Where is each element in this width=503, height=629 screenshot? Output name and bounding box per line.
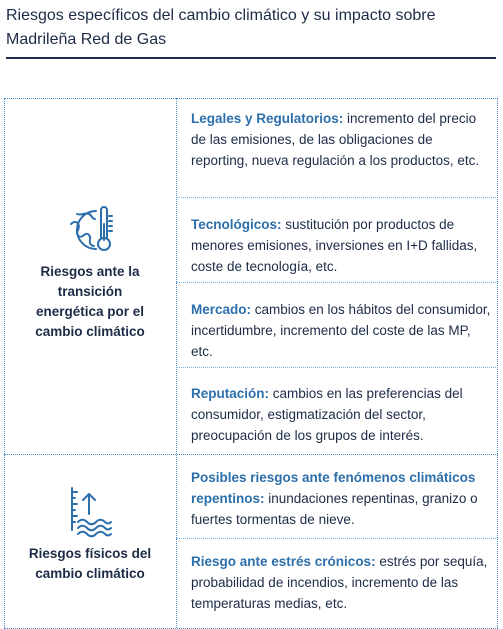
risk-text: cambios en los hábitos del consumidor, incertidumbre, incremento del coste de las MP, etc. [191, 302, 491, 359]
category-physical [4, 484, 176, 584]
group-divider [4, 454, 498, 455]
risk-table [4, 98, 498, 629]
risk-heading: Posibles riesgos ante fenómenos climáticos repentinos: [191, 470, 476, 506]
column-divider [176, 98, 177, 628]
risk-item-sudden-events [191, 467, 493, 530]
risk-heading: Legales y Regulatorios: [191, 111, 344, 126]
title-divider [6, 57, 496, 59]
category-label: Riesgos físicos del cambio climático [28, 546, 152, 581]
page-title: Riesgos específicos del cambio climático y su impacto sobre Madrileña Red de Gas [6, 7, 436, 48]
risk-item-reputation [191, 383, 493, 446]
risk-heading: Tecnológicos: [191, 217, 282, 232]
row-divider [176, 538, 498, 539]
risk-text: incremento del precio de las emisiones, de las obligaciones de reporting, nueva regulación a los productos, etc. [191, 111, 480, 168]
globe-thermometer-icon [64, 202, 116, 258]
category-label: Riesgos ante la transición energética por el cambio climático [35, 264, 145, 339]
risk-text: cambios en las preferencias del consumidor, estigmatización del sector, preocupación de los grupos de interés. [191, 386, 463, 443]
risk-item-technology [191, 214, 493, 277]
category-transition [4, 202, 176, 342]
risk-heading: Mercado: [191, 302, 252, 317]
risk-item-legal [191, 108, 493, 171]
table-top-border [4, 98, 498, 99]
risk-heading: Reputación: [191, 386, 270, 401]
risk-item-chronic-stress [191, 551, 493, 614]
row-divider [176, 367, 498, 368]
rising-water-level-icon [64, 484, 116, 540]
table-right-border [497, 98, 498, 628]
risk-item-market [191, 299, 493, 362]
risk-text: sustitución por productos de menores emisiones, inversiones en I+D fallidas, coste de tecnología, etc. [191, 217, 478, 274]
row-divider [176, 282, 498, 283]
risk-text: inundaciones repentinas, granizo o fuertes tormentas de nieve. [191, 491, 478, 527]
risk-text: estrés por sequía, probabilidad de incendios, incremento de las temperaturas medias, etc. [191, 554, 488, 611]
risk-heading: Riesgo ante estrés crónicos: [191, 554, 376, 569]
row-divider [176, 197, 498, 198]
